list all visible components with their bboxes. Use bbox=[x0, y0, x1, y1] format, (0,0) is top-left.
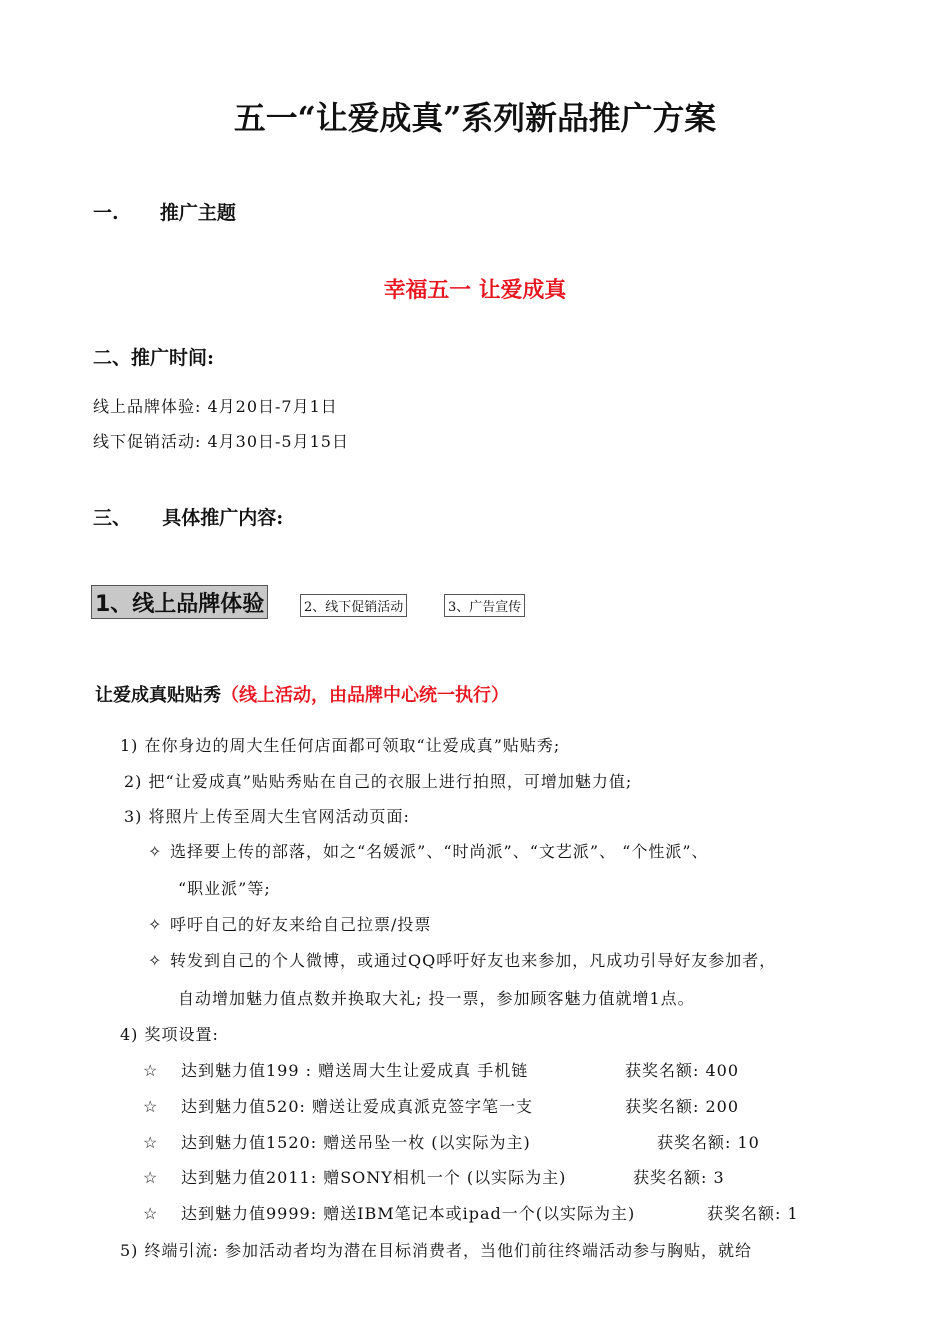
prize-row bbox=[143, 1058, 528, 1081]
diamond-bullet-icon: ✧ bbox=[148, 842, 163, 861]
activity-name: 让爱成真贴贴秀 bbox=[95, 685, 221, 706]
tab-offline-promotion[interactable]: 2、线下促销活动 bbox=[300, 594, 407, 617]
section-1-label: 推广主题 bbox=[159, 202, 236, 224]
step-3: 3) 将照片上传至周大生官网活动页面: bbox=[124, 807, 410, 826]
sub-item-continuation: 自动增加魅力值点数并换取大礼; 投一票，参加顾客魅力值就增1点。 bbox=[178, 989, 695, 1008]
star-bullet-icon: ☆ bbox=[143, 1061, 159, 1080]
prize-row bbox=[143, 1201, 635, 1224]
prize-condition: 达到魅力值2011: 赠SONY相机一个 (以实际为主) bbox=[181, 1168, 567, 1187]
star-bullet-icon: ☆ bbox=[143, 1168, 159, 1187]
step-5: 5) 终端引流: 参加活动者均为潜在目标消费者，当他们前往终端活动参与胸贴，就给 bbox=[120, 1241, 752, 1260]
prize-quota: 获奖名额: 10 bbox=[657, 1133, 760, 1152]
prize-row bbox=[143, 1094, 533, 1117]
star-bullet-icon: ☆ bbox=[143, 1097, 159, 1116]
time-offline: 线下促销活动: 4月30日-5月15日 bbox=[93, 432, 349, 451]
star-bullet-icon: ☆ bbox=[143, 1133, 159, 1152]
section-1-heading bbox=[93, 198, 236, 225]
prize-condition: 达到魅力值1520: 赠送吊坠一枚 (以实际为主) bbox=[181, 1133, 531, 1152]
prize-quota: 获奖名额: 400 bbox=[625, 1061, 740, 1080]
sub-item-text: 呼吁自己的好友来给自己拉票/投票 bbox=[170, 915, 432, 934]
diamond-bullet-icon: ✧ bbox=[148, 951, 163, 970]
sub-item-text: 选择要上传的部落，如之“名媛派”、“时尚派”、“文艺派”、 “个性派”、 bbox=[170, 842, 709, 861]
prize-condition: 达到魅力值520: 赠送让爱成真派克签字笔一支 bbox=[181, 1097, 534, 1116]
step-4: 4) 奖项设置: bbox=[120, 1025, 219, 1044]
page-title: 五一“让爱成真”系列新品推广方案 bbox=[233, 99, 717, 137]
promotion-theme: 幸福五一 让爱成真 bbox=[383, 277, 567, 303]
prize-row bbox=[143, 1130, 531, 1153]
time-online: 线上品牌体验: 4月20日-7月1日 bbox=[93, 397, 338, 416]
tab-online-brand-experience[interactable]: 1、线上品牌体验 bbox=[91, 585, 268, 619]
prize-row bbox=[143, 1165, 566, 1188]
section-1-number: 一. bbox=[93, 202, 119, 224]
activity-note: （线上活动，由品牌中心统一执行） bbox=[221, 685, 509, 706]
sub-item-text: 转发到自己的个人微博，或通过QQ呼吁好友也来参加，凡成功引导好友参加者， bbox=[170, 951, 777, 970]
activity-subtitle bbox=[95, 681, 509, 707]
step-2: 2) 把“让爱成真”贴贴秀贴在自己的衣服上进行拍照，可增加魅力值; bbox=[124, 772, 633, 791]
prize-condition: 达到魅力值199 : 赠送周大生让爱成真 手机链 bbox=[181, 1061, 529, 1080]
prize-quota: 获奖名额: 1 bbox=[707, 1204, 799, 1223]
section-3-label: 具体推广内容: bbox=[162, 507, 284, 529]
step-1: 1) 在你身边的周大生任何店面都可领取“让爱成真”贴贴秀; bbox=[120, 736, 561, 755]
prize-condition: 达到魅力值9999: 赠送IBM笔记本或ipad一个(以实际为主) bbox=[181, 1204, 636, 1223]
section-3-heading bbox=[93, 503, 283, 530]
prize-quota: 获奖名额: 3 bbox=[633, 1168, 725, 1187]
prize-quota: 获奖名额: 200 bbox=[625, 1097, 740, 1116]
star-bullet-icon: ☆ bbox=[143, 1204, 159, 1223]
sub-item bbox=[148, 912, 431, 935]
sub-item-continuation: “职业派”等; bbox=[178, 879, 271, 898]
tab-advertising[interactable]: 3、广告宣传 bbox=[444, 594, 525, 617]
sub-item bbox=[148, 839, 709, 862]
section-2-heading: 二、推广时间: bbox=[93, 347, 215, 369]
section-3-number: 三、 bbox=[93, 507, 132, 529]
diamond-bullet-icon: ✧ bbox=[148, 915, 163, 934]
sub-item bbox=[148, 948, 776, 971]
